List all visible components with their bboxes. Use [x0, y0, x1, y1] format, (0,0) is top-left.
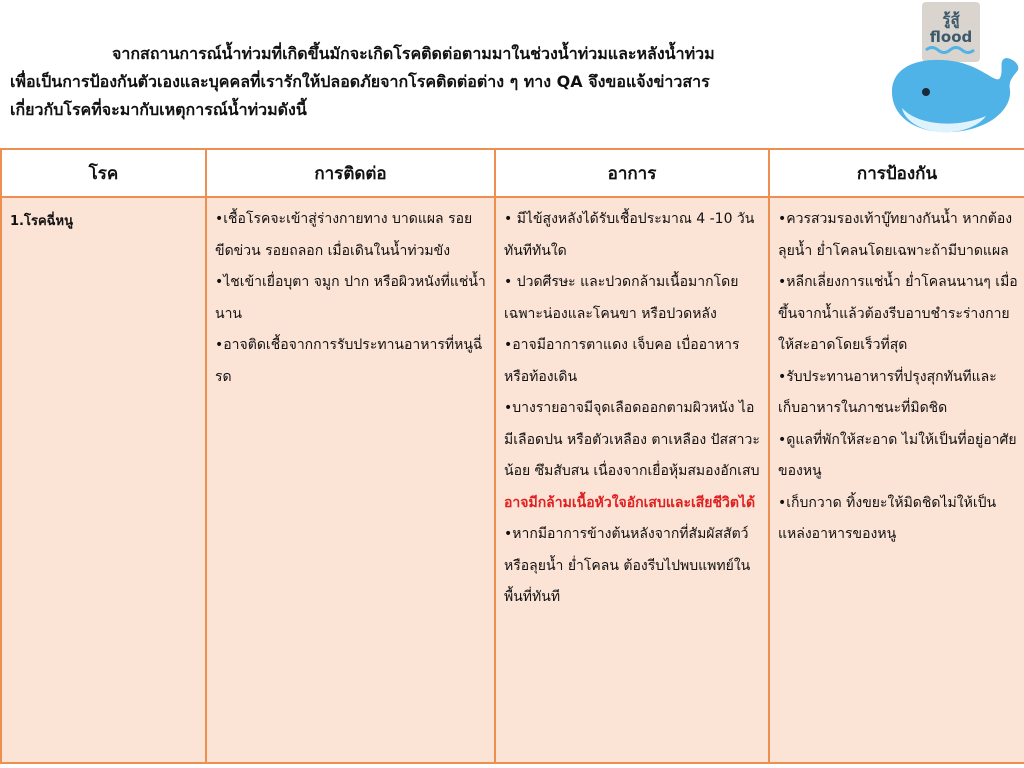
symptom-item [504, 393, 762, 519]
header-transmission: การติดต่อ [206, 149, 495, 197]
disease-table [0, 148, 1024, 764]
prevention-item: •รับประทานอาหารที่ปรุงสุกทันทีและเก็บอาหารในภาชนะที่มิดชิด [778, 368, 997, 416]
intro-line-2: เพื่อเป็นการป้องกันตัวเองและบุคคลที่เรารักให้ปลอดภัยจากโรคติดต่อต่าง ๆ ทาง QA จึงขอแจ้งข่าวสาร [10, 72, 710, 91]
disease-name: 1.โรคฉี่หนู [10, 214, 73, 229]
symptom-item: •หากมีอาการข้างต้นหลังจากที่สัมผัสสัตว์ หรือลุยน้ำ ย่ำโคลน ต้องรีบไปพบแพทย์ในพื้นที่ทันที [504, 526, 751, 605]
symptom-item: • มีไข้สูงหลังได้รับเชื้อประมาณ 4 -10 วัน ทันทีทันใด [504, 211, 755, 259]
whale-eye [922, 88, 930, 96]
prevention-item: •ควรสวมรองเท้าบู๊ทยางกันน้ำ หากต้องลุยน้ำ ย่ำโคลนโดยเฉพาะถ้ามีบาดแผล [778, 211, 1013, 259]
disease-cell [1, 197, 206, 763]
symptoms-cell [495, 197, 769, 763]
transmission-item: •เชื้อโรคจะเข้าสู่ร่างกายทาง บาดแผล รอยขีดข่วน รอยถลอก เมื่อเดินในน้ำท่วมขัง [215, 211, 473, 259]
header-disease: โรค [1, 149, 206, 197]
intro-line-3: เกี่ยวกับโรคที่จะมากับเหตุการณ์น้ำท่วมดังนี้ [10, 100, 307, 119]
transmission-cell [206, 197, 495, 763]
transmission-item: •อาจติดเชื้อจากการรับประทานอาหารที่หนูฉี่รด [215, 337, 483, 385]
header-prevention: การป้องกัน [769, 149, 1024, 197]
flood-whale-logo [888, 0, 1024, 140]
prevention-item: •เก็บกวาด ทิ้งขยะให้มิดชิดไม่ให้เป็นแหล่งอาหารของหนู [778, 494, 997, 542]
transmission-item: •ไชเข้าเยื่อบุตา จมูก ปาก หรือผิวหนังที่แช่น้ำนาน [215, 274, 486, 322]
table-header-row [1, 149, 1024, 197]
prevention-cell [769, 197, 1024, 763]
logo-text-top: รู้สู้ [942, 10, 960, 28]
intro-text [10, 40, 890, 124]
header-symptoms: อาการ [495, 149, 769, 197]
symptom-warning: อาจมีกล้ามเนื้อหัวใจอักเสบและเสียชีวิตได้ [504, 494, 756, 511]
logo-text-bottom: flood [929, 28, 973, 46]
symptom-item: •อาจมีอาการตาแดง เจ็บคอ เบื่ออาหาร หรือท้องเดิน [504, 337, 740, 385]
symptom-item: • ปวดศีรษะ และปวดกล้ามเนื้อมากโดยเฉพาะน่องและโคนขา หรือปวดหลัง [504, 274, 739, 322]
prevention-item: •หลีกเลี่ยงการแช่น้ำ ย่ำโคลนนานๆ เมื่อขึ้นจากน้ำแล้วต้องรีบอาบชำระร่างกายให้สะอาดโดยเร็วที่สุด [778, 274, 1018, 353]
table-row [1, 197, 1024, 763]
symptom-text: •บางรายอาจมีจุดเลือดออกตามผิวหนัง ไอมีเลือดปน หรือตัวเหลือง ตาเหลือง ปัสสาวะน้อย ซึมสับสน เนื่องจากเยื่อหุ้มสมองอักเสบ [504, 400, 760, 479]
prevention-item: •ดูแลที่พักให้สะอาด ไม่ให้เป็นที่อยู่อาศัยของหนู [778, 431, 1017, 479]
intro-line-1: จากสถานการณ์น้ำท่วมที่เกิดขึ้นมักจะเกิดโรคติดต่อตามมาในช่วงน้ำท่วมและหลังน้ำท่วม [112, 44, 715, 63]
